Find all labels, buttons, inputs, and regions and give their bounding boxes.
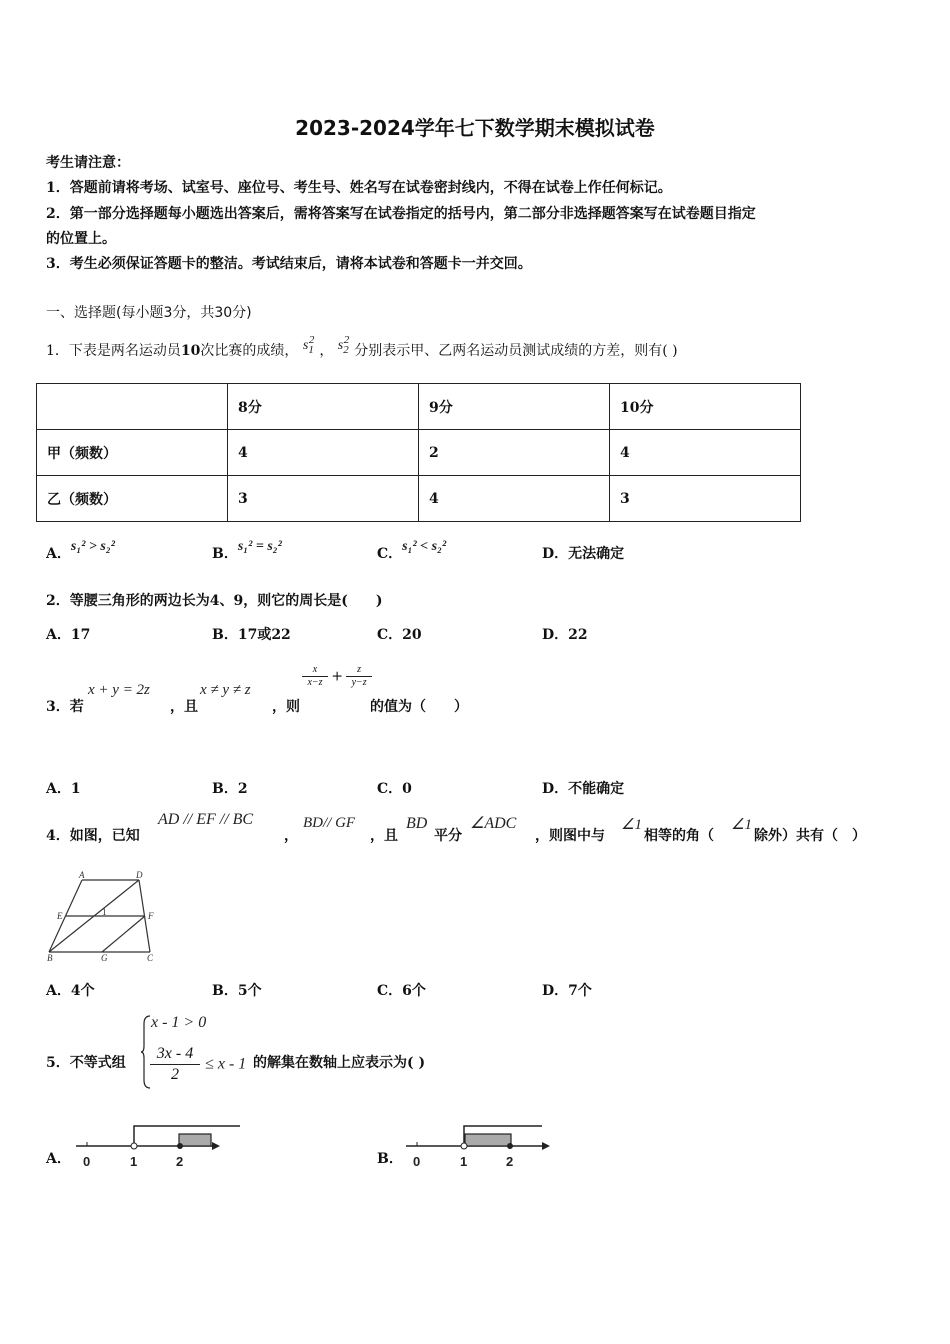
- q5-option-a[interactable]: A．: [46, 1151, 71, 1167]
- q5-pre: 5．不等式组: [46, 1055, 126, 1071]
- q4-math-4: ∠ADC: [470, 815, 517, 832]
- option-text: 无法确定: [568, 546, 625, 562]
- q4-pre: 4．如图，已知: [46, 828, 140, 844]
- tick-0: 0: [83, 1154, 91, 1169]
- q3-and: ，且: [170, 699, 198, 715]
- fraction-numerator: z: [346, 664, 372, 677]
- figure-label-1: 1: [102, 907, 107, 917]
- q1-comma: ，: [319, 343, 334, 359]
- q5-relation: ≤ x - 1: [205, 1055, 247, 1073]
- table-header-row: [37, 384, 801, 430]
- plus-sign: +: [331, 668, 343, 685]
- option-label: A．: [46, 546, 71, 562]
- q4-math-3: BD: [406, 815, 428, 832]
- figure-label-f: F: [148, 911, 154, 921]
- segment-GF: [102, 916, 145, 952]
- q1-mid: 次比赛的成绩，: [200, 343, 299, 359]
- notice-heading: 考生请注意：: [46, 155, 130, 171]
- q4-text: ，则图中与: [535, 828, 605, 844]
- q1-count: 10: [180, 343, 201, 359]
- q1-option-d[interactable]: [542, 543, 624, 563]
- option-label: C．: [377, 546, 403, 562]
- q3-option-a[interactable]: A．1: [46, 781, 81, 797]
- notice-item: 的位置上。: [46, 231, 116, 247]
- q4-trapezoid-figure: [44, 870, 164, 962]
- q4-text: ，: [284, 828, 298, 844]
- figure-label-g: G: [101, 953, 108, 962]
- section-heading: 一、选择题(每小题3分，共30分): [46, 305, 252, 321]
- option-label: D．: [542, 546, 569, 562]
- table-row: [37, 430, 801, 476]
- q4-math-6: ∠1: [731, 817, 752, 833]
- q3-option-b[interactable]: B．2: [212, 781, 248, 797]
- table-cell: 甲（频数）: [37, 430, 228, 476]
- page-title: 2023-2024学年七下数学期末模拟试卷: [295, 116, 655, 140]
- q3-then: ，则: [272, 699, 300, 715]
- q3-eq2: x ≠ y ≠ z: [200, 682, 251, 698]
- notice-item: 3．考生必须保证答题卡的整洁。考试结束后，请将本试卷和答题卡一并交回。: [46, 256, 532, 272]
- table-cell: [37, 384, 228, 430]
- q4-math-5: ∠1: [621, 817, 642, 833]
- table-row: [37, 476, 801, 522]
- figure-label-b: B: [47, 953, 53, 962]
- q2-option-c[interactable]: C．20: [377, 627, 422, 643]
- q5-post: 的解集在数轴上应表示为( ): [253, 1055, 426, 1071]
- fraction-numerator: 3x - 4: [150, 1044, 200, 1065]
- q5-number-line-a[interactable]: [72, 1120, 242, 1176]
- notice-item: 1．答题前请将考场、试室号、座位号、考生号、姓名写在试卷密封线内，不得在试卷上作任何标记。: [46, 180, 672, 196]
- q3-pre: 3．若: [46, 699, 84, 715]
- q5-line2: [150, 1044, 246, 1085]
- question-2-stem: 2．等腰三角形的两边长为4、9，则它的周长是( ): [46, 593, 383, 609]
- q3-post: 的值为（ ）: [370, 699, 468, 715]
- q5-line1: x - 1 > 0: [151, 1014, 207, 1031]
- q4-option-b[interactable]: B．5个: [212, 983, 262, 999]
- q3-option-c[interactable]: C．0: [377, 781, 412, 797]
- q1-option-b[interactable]: [212, 539, 282, 563]
- notice-item: 2．第一部分选择题每小题选出答案后，需将答案写在试卷指定的括号内，第二部分非选择题答案写在试卷题目指定: [46, 206, 756, 222]
- q4-option-c[interactable]: C．6个: [377, 983, 426, 999]
- question-1-stem: 1．下表是两名运动员10次比赛的成绩， $s_1^2$， $s_2^2$分别表示甲、乙两名运动员测试成绩的方差，则有( ): [46, 334, 678, 359]
- q4-option-a[interactable]: A．4个: [46, 983, 95, 999]
- score-table: [36, 383, 801, 522]
- q1-suffix: 分别表示甲、乙两名运动员测试成绩的方差，则有( ): [354, 343, 678, 359]
- table-cell: 8分: [228, 384, 419, 430]
- option-label: B．: [212, 546, 238, 562]
- tick-0: 0: [413, 1154, 421, 1169]
- q5-option-b[interactable]: B．: [377, 1151, 403, 1167]
- s1-symbol: s: [302, 338, 309, 353]
- table-cell: 9分: [419, 384, 610, 430]
- tick-1: 1: [460, 1154, 468, 1169]
- q3-fraction-expression: [302, 664, 372, 689]
- q5-number-line-b[interactable]: [402, 1120, 552, 1176]
- q3-option-d[interactable]: D．不能确定: [542, 781, 625, 797]
- table-cell: 4: [419, 476, 610, 522]
- tick-1: 1: [130, 1154, 138, 1169]
- fraction-numerator: x: [302, 664, 328, 677]
- option-math: s₁² = s₂²: [237, 539, 282, 554]
- q1-prefix: 1．下表是两名运动员: [46, 343, 181, 359]
- q4-math-2: BD// GF: [303, 815, 356, 831]
- q2-option-d[interactable]: D．22: [542, 627, 588, 643]
- fraction-denominator: 2: [171, 1066, 179, 1083]
- table-cell: 10分: [610, 384, 801, 430]
- q4-math-1: AD // EF // BC: [158, 811, 254, 828]
- table-cell: 3: [610, 476, 801, 522]
- q4-option-d[interactable]: D．7个: [542, 983, 592, 999]
- q4-text: 除外）共有（ ）: [754, 828, 866, 844]
- table-cell: 4: [610, 430, 801, 476]
- table-cell: 4: [228, 430, 419, 476]
- tick-2: 2: [176, 1154, 184, 1169]
- option-math: s₁² > s₂²: [70, 539, 115, 554]
- q4-text: 平分: [434, 828, 462, 844]
- fraction-denominator: y−z: [351, 677, 367, 688]
- option-math: s₁² < s₂²: [402, 539, 447, 554]
- table-cell: 3: [228, 476, 419, 522]
- figure-label-d: D: [136, 870, 143, 880]
- fraction-denominator: x−z: [307, 677, 323, 688]
- q1-option-a[interactable]: [46, 539, 115, 563]
- q2-option-a[interactable]: A．17: [46, 627, 91, 643]
- figure-label-a: A: [79, 870, 85, 880]
- tick-2: 2: [506, 1154, 514, 1169]
- table-cell: 乙（频数）: [37, 476, 228, 522]
- table-cell: 2: [419, 430, 610, 476]
- q1-option-c[interactable]: [377, 539, 447, 563]
- q2-option-b[interactable]: B．17或22: [212, 627, 291, 643]
- s2-symbol: s: [337, 338, 344, 353]
- q4-text: ，且: [370, 828, 398, 844]
- figure-label-c: C: [147, 953, 154, 962]
- figure-label-e: E: [57, 911, 63, 921]
- q4-text: 相等的角（: [644, 828, 714, 844]
- q3-eq1: x + y = 2z: [88, 682, 150, 698]
